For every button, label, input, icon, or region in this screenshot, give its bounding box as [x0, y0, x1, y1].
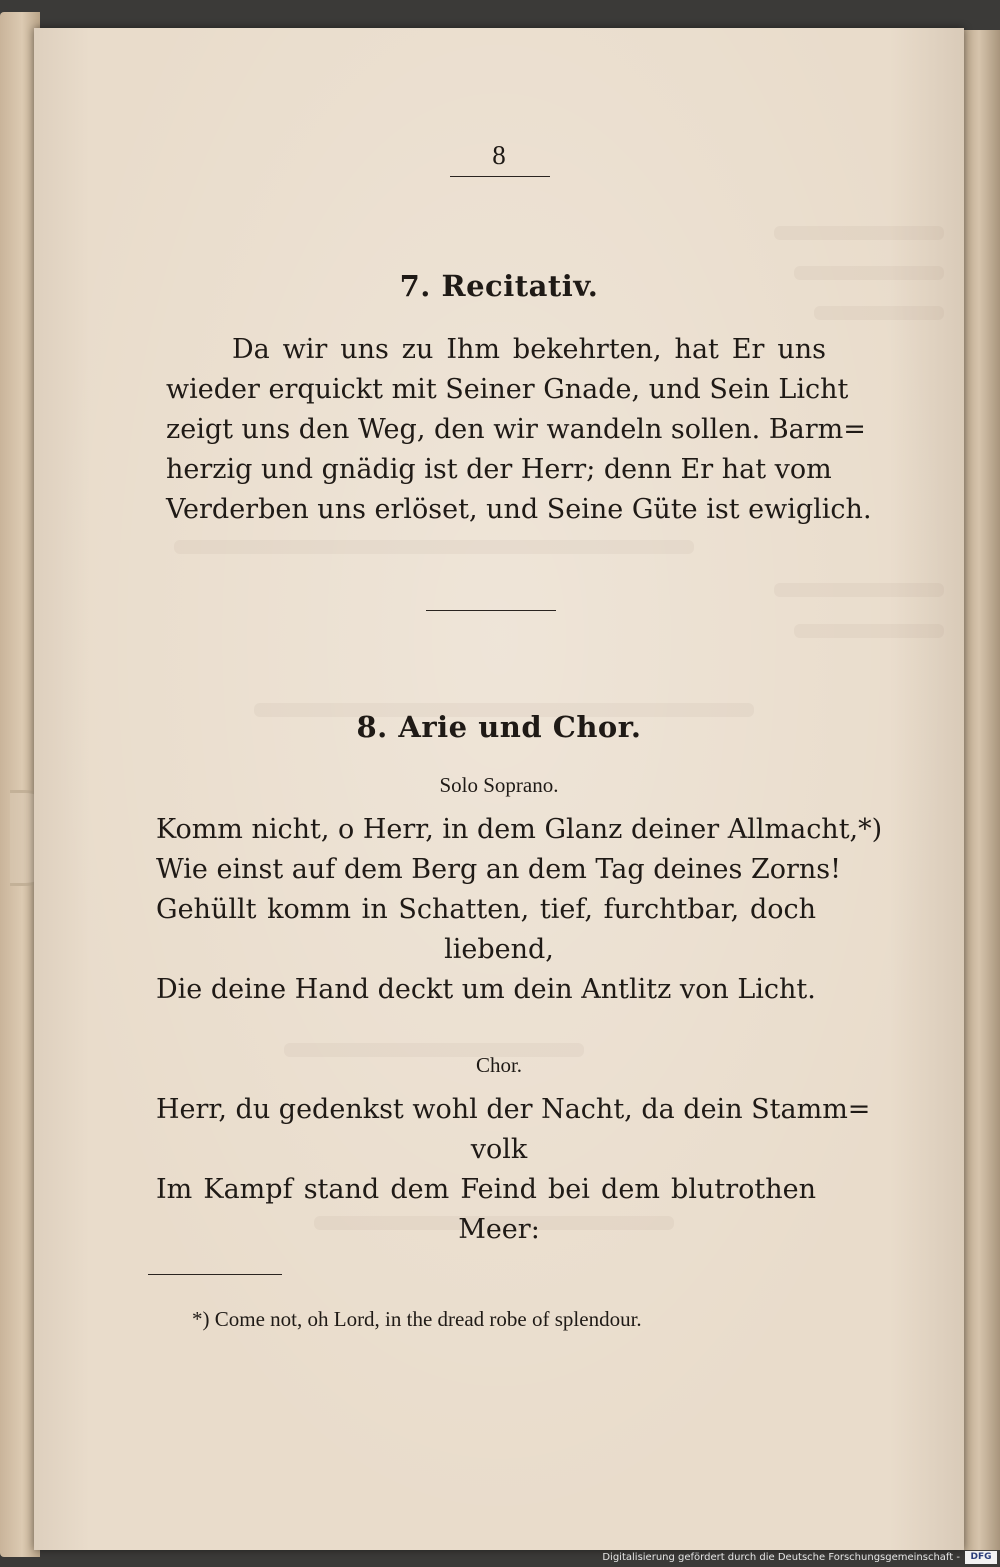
digitization-credit: Digitalisierung gefördert durch die Deutsche Forschungsgemeinschaft -	[602, 1552, 960, 1563]
solo-line: Wie einst auf dem Berg an dem Tag deines Zorns!	[156, 854, 841, 885]
section-8-heading: 8. Arie und Chor.	[356, 710, 642, 744]
book-edge	[962, 30, 1000, 1550]
dfg-logo: DFG	[965, 1551, 997, 1564]
solo-label: Solo Soprano.	[439, 773, 559, 797]
footnote: *) Come not, oh Lord, in the dread robe of splendour.	[192, 1307, 642, 1331]
chorus-line: Meer:	[458, 1214, 540, 1245]
header-rule	[450, 176, 550, 177]
chorus-line: Im Kampf stand dem Feind bei dem blutrothen	[156, 1174, 816, 1205]
recitative-line: Da wir uns zu Ihm bekehrten, hat Er uns	[232, 334, 826, 365]
solo-line: Komm nicht, o Herr, in dem Glanz deiner Allmacht,*)	[156, 814, 883, 845]
recitative-line: wieder erquickt mit Seiner Gnade, und Sein Licht	[166, 374, 849, 405]
page-number: 8	[492, 140, 506, 170]
recitative-line: zeigt uns den Weg, den wir wandeln sollen. Barm=	[166, 414, 866, 445]
solo-line: Gehüllt komm in Schatten, tief, furchtbar, doch	[156, 894, 816, 925]
section-7-heading: 7. Recitativ.	[399, 269, 599, 303]
section-divider	[426, 610, 556, 611]
chorus-label: Chor.	[475, 1053, 523, 1077]
solo-line: Die deine Hand deckt um dein Antlitz von Licht.	[156, 974, 816, 1005]
recitative-line: herzig und gnädig ist der Herr; denn Er hat vom	[166, 454, 832, 485]
footnote-rule	[148, 1274, 282, 1275]
recitative-line: Verderben uns erlöset, und Seine Güte ist ewiglich.	[166, 494, 872, 525]
solo-line: liebend,	[444, 934, 554, 965]
chorus-line: volk	[470, 1134, 528, 1165]
chorus-line: Herr, du gedenkst wohl der Nacht, da dein Stamm=	[156, 1094, 871, 1125]
